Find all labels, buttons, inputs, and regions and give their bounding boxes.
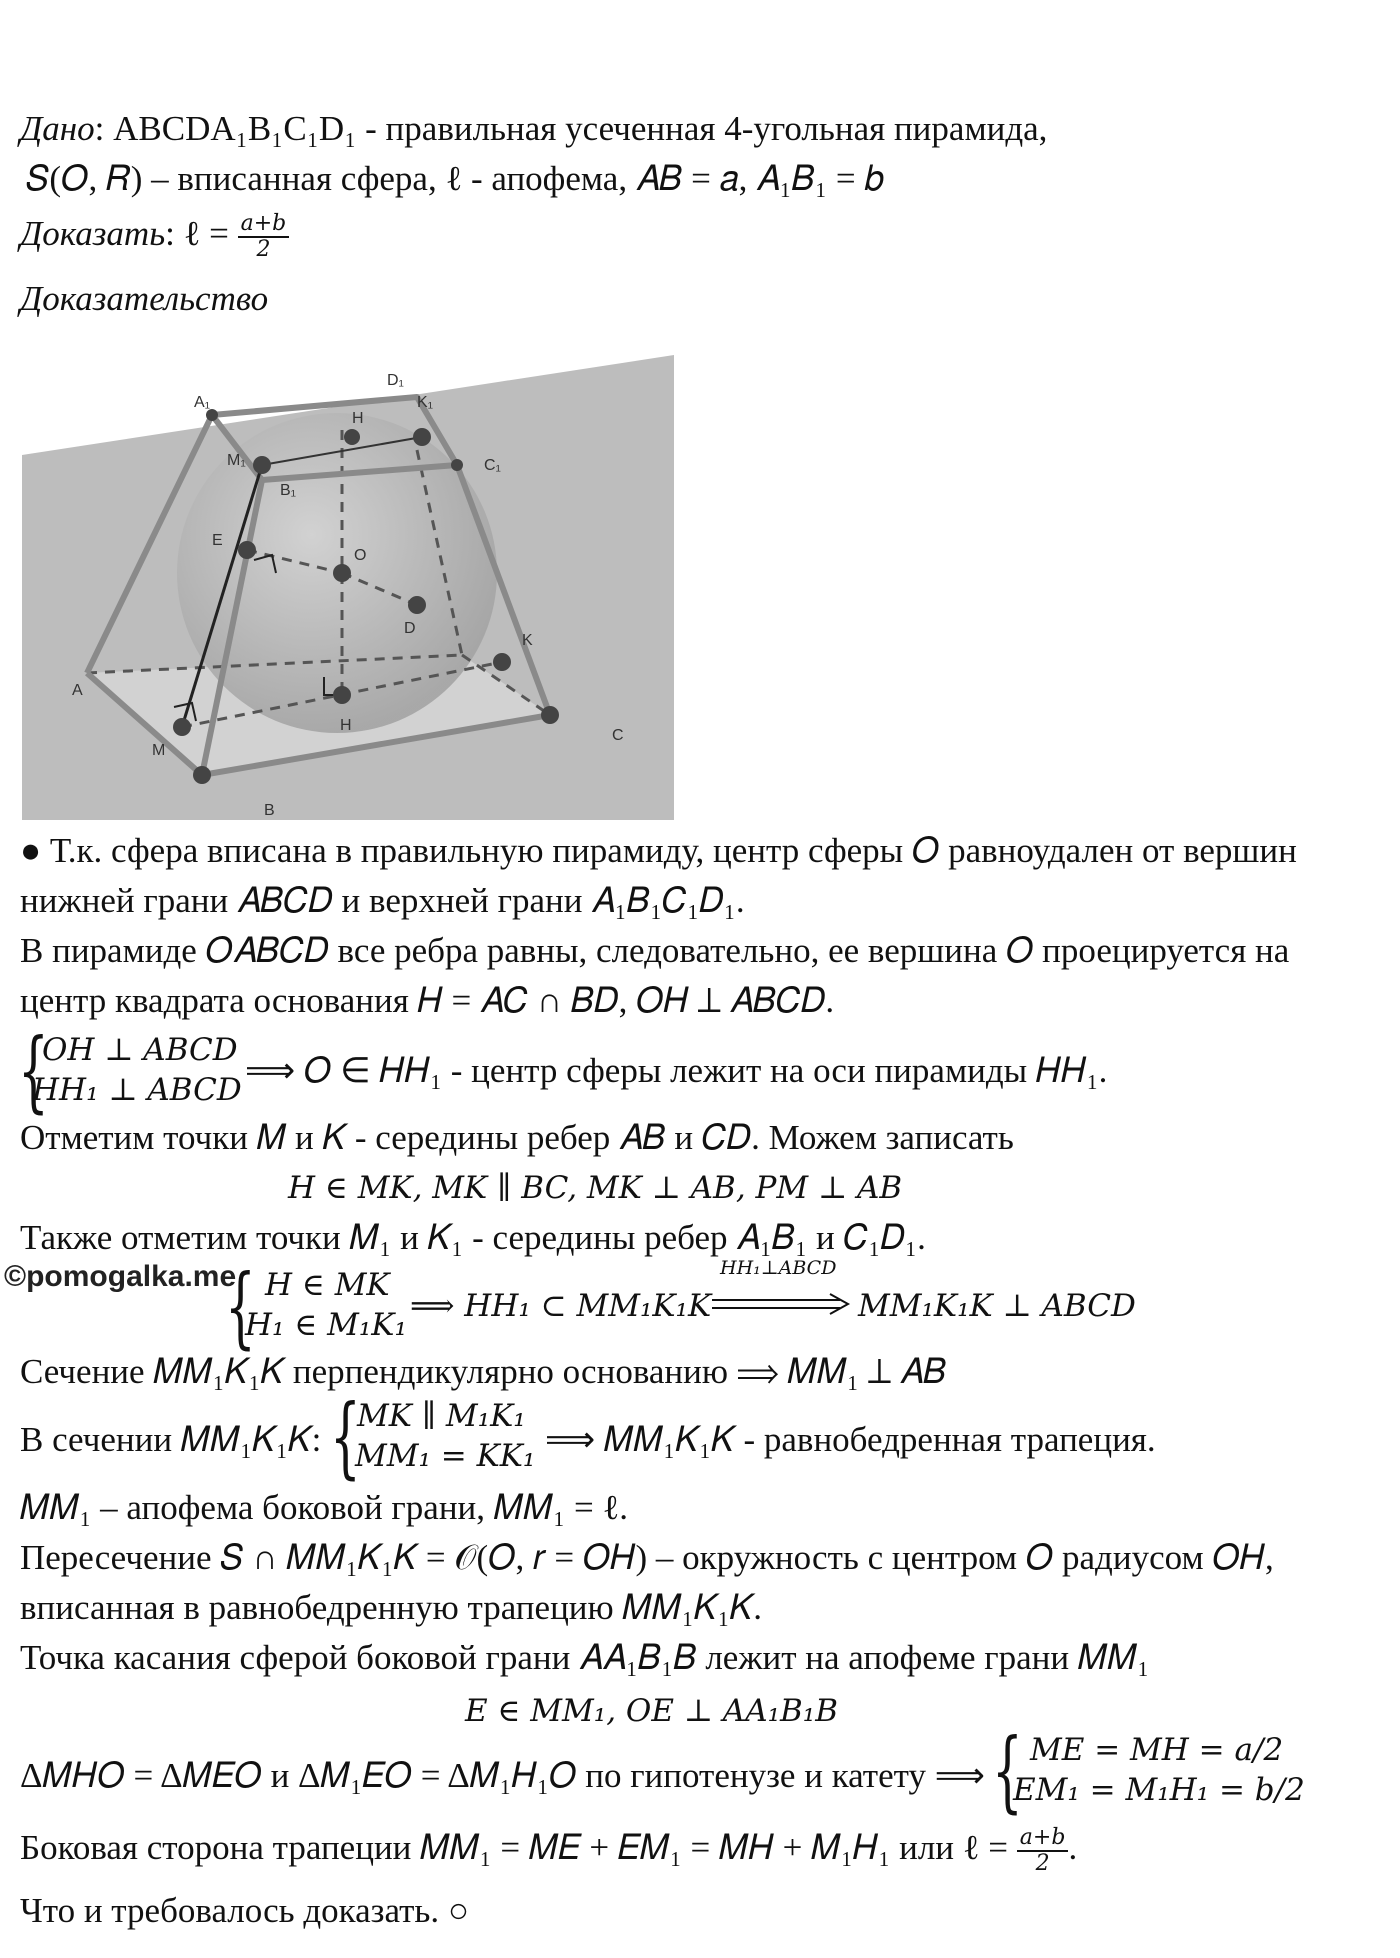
- label-c1: C₁: [484, 457, 501, 474]
- pyramid-figure: [22, 355, 674, 820]
- sys2-row-a: H ∈ MK: [265, 1267, 390, 1303]
- para-9-head: В сечении 𝑀𝑀₁𝐾₁𝐾:: [20, 1420, 322, 1459]
- label-a1: A₁: [194, 394, 211, 411]
- sys2-conclusion: ⟹ HH₁ ⊂ MM₁K₁K: [410, 1288, 712, 1324]
- sys1-brace: {: [18, 1019, 49, 1122]
- given-label: Дано: [20, 109, 95, 148]
- label-k: K: [522, 632, 533, 649]
- label-b1: B₁: [280, 482, 297, 499]
- given-text-2: 𝑆(𝑂, 𝑅) – вписанная сфера, ℓ - апофема, 𝐴𝐵 = 𝑎, 𝐴₁𝐵₁ = 𝑏: [26, 159, 884, 198]
- para-16-end: .: [1068, 1828, 1078, 1868]
- para-16: [20, 1826, 1077, 1876]
- para-10: 𝑀𝑀₁ – апофема боковой грани, 𝑀𝑀₁ = ℓ.: [20, 1488, 628, 1527]
- sys2-arrow-label: HH₁⊥ABCD: [720, 1257, 837, 1279]
- sys1-conclusion: ⟹ 𝑂 ∈ 𝐻𝐻₁ - центр сферы лежит на оси пирамиды 𝐻𝐻₁.: [245, 1051, 1108, 1090]
- para-12: вписанная в равнобедренную трапецию 𝑀𝑀₁𝐾₁𝐾.: [20, 1588, 762, 1627]
- sys2-brace: {: [225, 1255, 256, 1358]
- label-c: C: [612, 727, 624, 744]
- label-h1: H: [352, 410, 364, 427]
- long-implies-arrow: [712, 1292, 852, 1316]
- para-7: Также отметим точки 𝑀₁ и 𝐾₁ - середины ребер 𝐴₁𝐵₁ и 𝐶₁𝐷₁.: [20, 1218, 926, 1257]
- label-d1: D₁: [387, 372, 404, 389]
- watermark: ©pomogalka.me: [4, 1260, 237, 1293]
- para-6: H ∈ MK, MK ∥ BC, MK ⊥ AB, PM ⊥ AB: [288, 1170, 903, 1206]
- label-o: O: [354, 547, 367, 564]
- para-2: нижней грани 𝐴𝐵𝐶𝐷 и верхней грани 𝐴₁𝐵₁𝐶₁𝐷₁.: [20, 881, 745, 920]
- para-11: Пересечение 𝑆 ∩ 𝑀𝑀₁𝐾₁𝐾 = 𝒪(𝑂, 𝑟 = 𝑂𝐻) – окружность с центром 𝑂 радиусом 𝑂𝐻,: [20, 1538, 1274, 1577]
- sys2-row-b: H₁ ∈ M₁K₁: [245, 1307, 407, 1343]
- sys3-row-b: MM₁ = KK₁: [355, 1438, 536, 1474]
- sys3-brace: {: [330, 1385, 361, 1488]
- given-line-1: [20, 108, 1047, 150]
- sys2-result: MM₁K₁K ⊥ ABCD: [858, 1288, 1136, 1324]
- prove-frac-num: a+b: [238, 212, 290, 238]
- para-16-frac-den: 2: [1035, 1851, 1050, 1876]
- para-14: E ∈ MM₁, OE ⊥ AA₁B₁B: [465, 1693, 838, 1729]
- sys3-conclusion: ⟹ 𝑀𝑀₁𝐾₁𝐾 - равнобедренная трапеция.: [545, 1420, 1156, 1459]
- given-line-2: [26, 158, 884, 200]
- para-1: ● Т.к. сфера вписана в правильную пирамиду, центр сферы 𝑂 равноудален от вершин: [20, 831, 1297, 870]
- sys1-row-a: OH ⊥ ABCD: [42, 1032, 238, 1068]
- label-m1: M₁: [227, 452, 246, 469]
- para-8: Сечение 𝑀𝑀₁𝐾₁𝐾 перпендикулярно основанию ⟹ 𝑀𝑀₁ ⊥ 𝐴𝐵: [20, 1352, 947, 1391]
- para-16-text: Боковая сторона трапеции 𝑀𝑀₁ = 𝑀𝐸 + 𝐸𝑀₁ = 𝑀𝐻 + 𝑀₁𝐻₁ или ℓ =: [20, 1828, 1017, 1868]
- sys4-row-a: ME = MH = a/2: [1030, 1732, 1284, 1768]
- para-16-fraction: [1017, 1826, 1069, 1876]
- sys3-row-a: MK ∥ M₁K₁: [357, 1398, 526, 1434]
- sys4-brace: {: [992, 1719, 1023, 1822]
- prove-label: Доказать: [20, 214, 166, 254]
- para-13: Точка касания сферой боковой грани 𝐴𝐴₁𝐵₁𝐵 лежит на апофеме грани 𝑀𝑀₁: [20, 1638, 1150, 1677]
- para-15: Δ𝑀𝐻𝑂 = Δ𝑀𝐸𝑂 и Δ𝑀₁𝐸𝑂 = Δ𝑀₁𝐻₁𝑂 по гипотенузе и катету ⟹: [20, 1756, 985, 1795]
- sys1-row-b: HH₁ ⊥ ABCD: [32, 1072, 242, 1108]
- para-4: центр квадрата основания 𝐻 = 𝐴𝐶 ∩ 𝐵𝐷, 𝑂𝐻 ⊥ 𝐴𝐵𝐶𝐷.: [20, 981, 835, 1020]
- label-k1: K₁: [417, 394, 434, 411]
- para-17: Что и требовалось доказать. ○: [20, 1891, 470, 1930]
- sys4-row-b: EM₁ = M₁H₁ = b/2: [1013, 1772, 1305, 1808]
- prove-frac-den: 2: [256, 237, 271, 262]
- label-e: E: [212, 532, 223, 549]
- given-text-1: : ABCDA₁B₁C₁D₁ - правильная усеченная 4-угольная пирамида,: [94, 109, 1048, 148]
- para-3: В пирамиде 𝑂𝐴𝐵𝐶𝐷 все ребра равны, следовательно, ее вершина 𝑂 проецируется на: [20, 931, 1290, 970]
- label-h: H: [340, 717, 352, 734]
- para-5: Отметим точки 𝑀 и 𝐾 - середины ребер 𝐴𝐵 и 𝐶𝐷. Можем записать: [20, 1118, 1014, 1157]
- label-m: M: [152, 742, 166, 759]
- proof-label: Доказательство: [20, 279, 269, 318]
- label-d: D: [404, 620, 416, 637]
- label-a: A: [72, 682, 83, 699]
- prove-line: [20, 212, 289, 262]
- prove-expr: : ℓ =: [165, 214, 238, 254]
- para-16-frac-num: a+b: [1017, 1826, 1069, 1852]
- label-b: B: [264, 802, 275, 819]
- prove-fraction: [238, 212, 290, 262]
